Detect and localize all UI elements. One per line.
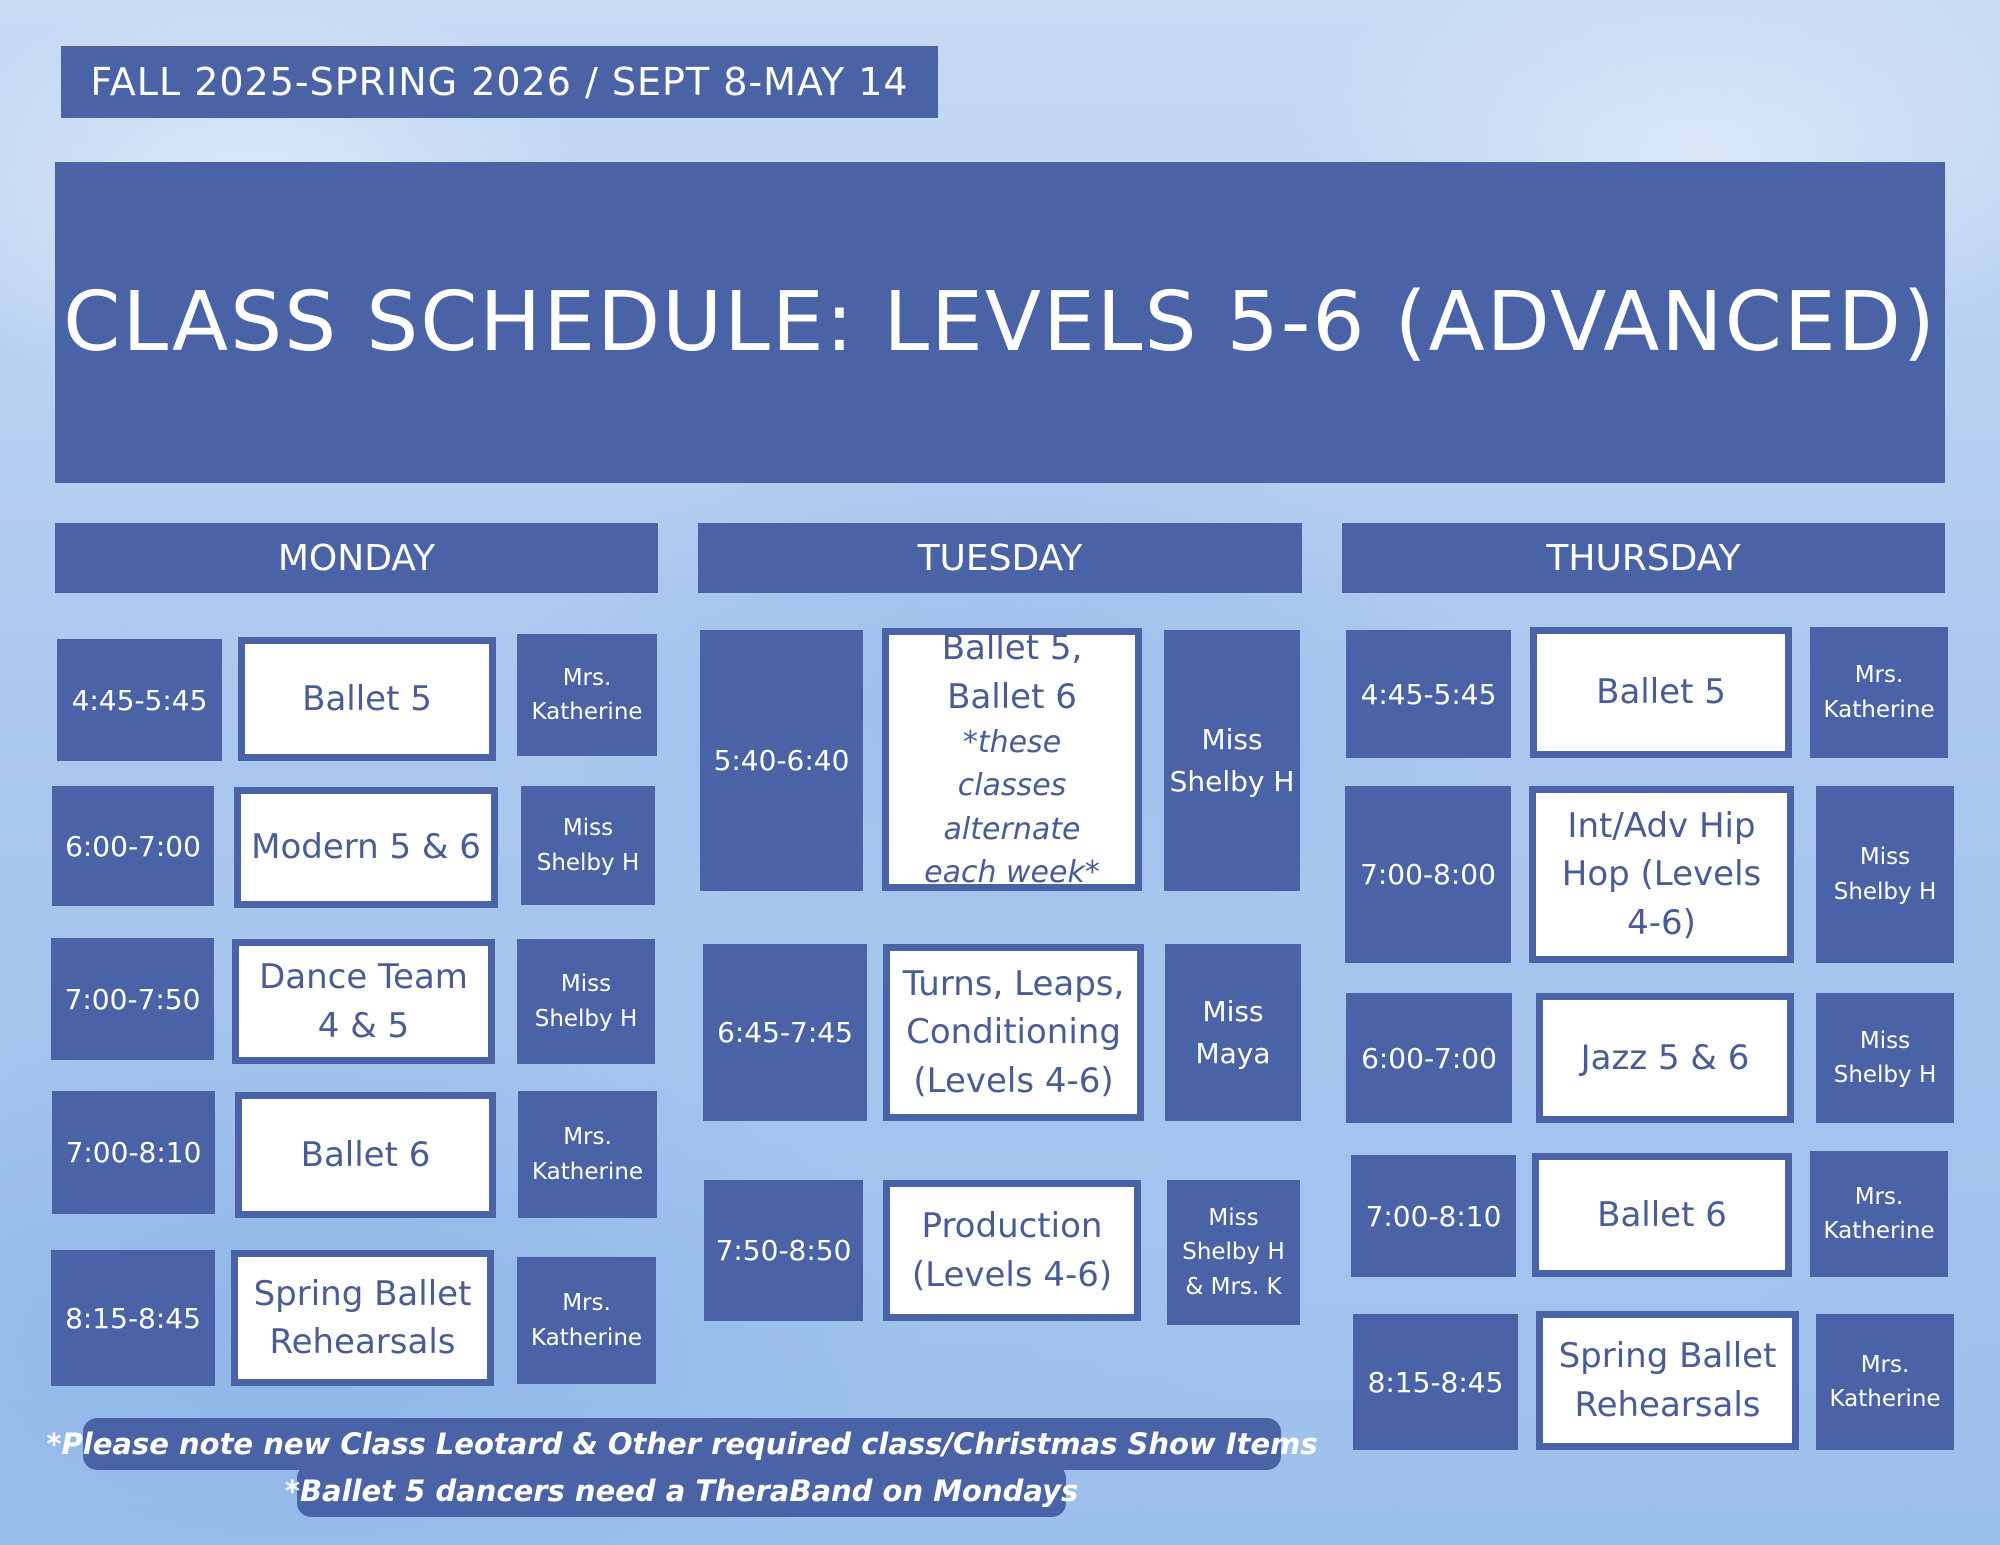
time-text: 4:45-5:45: [1360, 677, 1497, 711]
footer-note-leotard: [46, 1418, 1318, 1470]
class-teacher: [1810, 627, 1948, 758]
class-name: [1532, 1153, 1792, 1277]
time-text: 7:00-8:10: [1365, 1199, 1502, 1233]
teacher-text: Mrs. Katherine: [1823, 1183, 1935, 1244]
teacher-text: Miss Shelby H: [536, 815, 640, 876]
day-header-monday: [55, 523, 658, 593]
time-text: 7:00-8:10: [65, 1136, 202, 1169]
class-name: [238, 637, 496, 761]
class-time: [703, 944, 867, 1121]
teacher-text: Miss Maya: [1195, 994, 1271, 1070]
class-time: [57, 639, 222, 761]
teacher-text: Miss Shelby H: [534, 971, 638, 1032]
class-text: Ballet 5: [302, 678, 432, 719]
class-name: [1536, 993, 1794, 1123]
day-label: THURSDAY: [1546, 537, 1741, 579]
class-name: [234, 787, 498, 908]
teacher-text: Mrs. Katherine: [530, 1290, 643, 1351]
class-time: [1346, 630, 1511, 758]
class-name: [883, 1180, 1141, 1321]
class-text: Production (Levels 4-6): [911, 1206, 1113, 1295]
teacher-text: Miss Shelby H: [1169, 722, 1295, 798]
teacher-text: Miss Shelby H: [1833, 844, 1937, 905]
class-time: [1346, 993, 1512, 1123]
class-text: Spring Ballet Rehearsals: [1558, 1336, 1777, 1425]
class-teacher: [517, 634, 657, 756]
season-banner: [61, 46, 938, 118]
teacher-text: Miss Shelby H & Mrs. K: [1182, 1205, 1285, 1300]
class-teacher: [1810, 1151, 1948, 1277]
season-text: FALL 2025-SPRING 2026 / SEPT 8-MAY 14: [90, 60, 909, 104]
class-teacher: [518, 1091, 657, 1218]
time-text: 6:00-7:00: [1361, 1041, 1497, 1075]
time-text: 4:45-5:45: [71, 683, 208, 717]
class-time: [52, 1091, 215, 1214]
class-name: [231, 1250, 494, 1386]
class-text: Spring Ballet Rehearsals: [253, 1273, 472, 1362]
class-teacher: [517, 1257, 656, 1384]
teacher-text: Mrs. Katherine: [531, 1124, 644, 1185]
class-text: Ballet 6: [1597, 1194, 1727, 1235]
class-name: [1529, 786, 1794, 963]
class-teacher: [521, 786, 655, 905]
class-teacher: [1816, 1314, 1954, 1450]
class-text: Ballet 5, Ballet 6: [941, 628, 1083, 717]
class-teacher: [1816, 993, 1954, 1123]
time-text: 8:15-8:45: [65, 1301, 201, 1335]
class-time: [51, 938, 214, 1060]
time-text: 7:50-8:50: [715, 1234, 852, 1267]
time-text: 7:00-8:00: [1360, 858, 1496, 891]
teacher-text: Mrs. Katherine: [1829, 1351, 1941, 1412]
day-header-thursday: [1342, 523, 1945, 593]
class-text: Dance Team 4 & 5: [259, 957, 468, 1046]
day-label: TUESDAY: [917, 537, 1083, 579]
class-name: [1536, 1311, 1799, 1450]
class-teacher: [1165, 944, 1301, 1121]
page-title: CLASS SCHEDULE: LEVELS 5-6 (ADVANCED): [63, 275, 1937, 370]
time-text: 6:45-7:45: [717, 1016, 853, 1049]
teacher-text: Miss Shelby H: [1833, 1027, 1937, 1088]
class-note: *these classes alternate each week*: [924, 724, 1100, 891]
class-time: [51, 1250, 215, 1386]
class-text: Int/Adv Hip Hop (Levels 4-6): [1561, 806, 1762, 943]
class-name: [1530, 627, 1792, 758]
footer-note-text: *Ballet 5 dancers need a TheraBand on Mondays: [284, 1473, 1079, 1508]
class-teacher: [1816, 786, 1954, 963]
teacher-text: Mrs. Katherine: [1823, 662, 1935, 723]
class-name: [882, 628, 1142, 891]
time-text: 5:40-6:40: [713, 744, 850, 777]
class-name: [232, 939, 495, 1064]
page-title-banner: [55, 162, 1945, 483]
teacher-text: Mrs. Katherine: [531, 664, 643, 725]
class-time: [1353, 1314, 1518, 1450]
day-header-tuesday: [698, 523, 1302, 593]
class-text: Ballet 6: [300, 1134, 431, 1175]
class-time: [1351, 1155, 1516, 1277]
class-time: [52, 786, 214, 906]
class-text: Ballet 5: [1596, 672, 1726, 713]
time-text: 8:15-8:45: [1367, 1365, 1504, 1399]
class-time: [704, 1180, 863, 1321]
class-teacher: [1164, 630, 1300, 891]
class-teacher: [517, 939, 655, 1064]
class-text: Modern 5 & 6: [251, 827, 481, 868]
class-time: [1345, 786, 1511, 963]
class-name: [883, 944, 1144, 1121]
day-label: MONDAY: [277, 537, 436, 579]
footer-note-text: *Please note new Class Leotard & Other required class/Christmas Show Items: [46, 1427, 1318, 1461]
class-text: Jazz 5 & 6: [1580, 1037, 1750, 1078]
class-text: Turns, Leaps, Conditioning (Levels 4-6): [902, 964, 1125, 1101]
class-time: [700, 630, 863, 891]
footer-note-theraband: [284, 1464, 1079, 1517]
time-text: 7:00-7:50: [64, 982, 201, 1016]
class-teacher: [1167, 1180, 1300, 1325]
time-text: 6:00-7:00: [65, 829, 201, 863]
class-name: [235, 1092, 496, 1218]
